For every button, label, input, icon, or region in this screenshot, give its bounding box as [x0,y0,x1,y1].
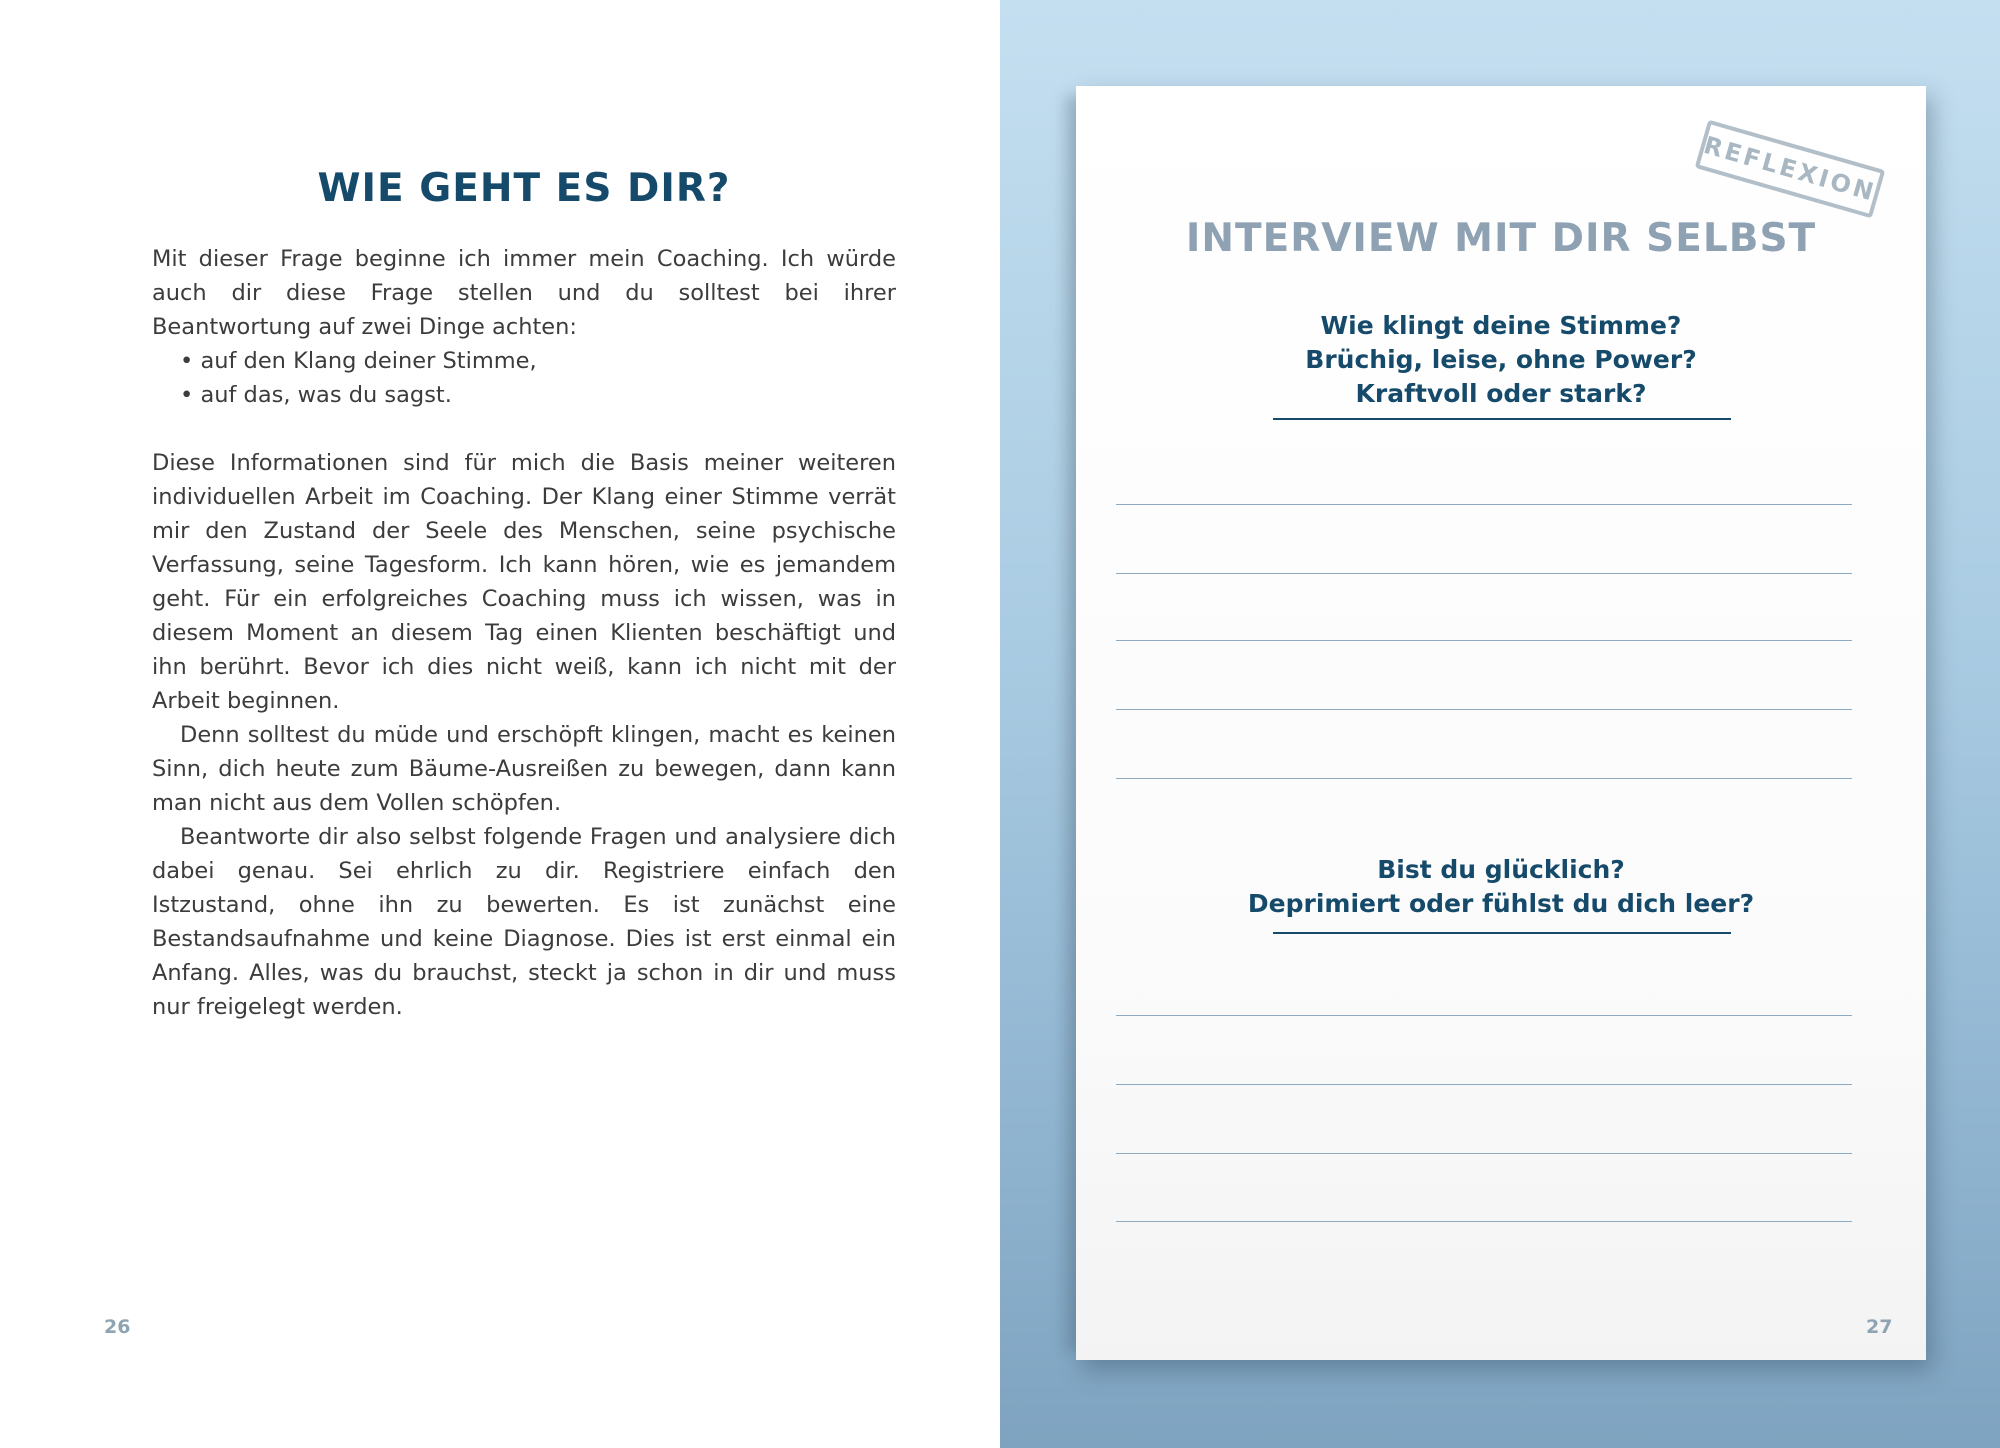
intro-paragraph: Mit dieser Frage beginne ich immer mein Coaching. Ich würde auch dir diese Frage stellen und du solltest bei ihrer Beantwortung auf zwei Dinge achten: [152,246,896,340]
answer-line[interactable] [1116,778,1852,779]
question-line: Deprimiert oder fühlst du dich leer? [1247,889,1755,918]
worksheet-title: INTERVIEW MIT DIR SELBST [1185,216,1817,261]
paragraph: Beantworte dir also selbst folgende Fragen und analysiere dich dabei genau. Sei ehrlich zu dir. Registriere einfach den Istzustand, ohne ihn zu bewerten. Es ist zunächst eine Bestandsaufnahme und keine Diagnose. Dies ist erst einmal ein Anfang. Alles, was du brauchst, steckt ja schon in dir und muss nur freigelegt werden. [152,824,896,1020]
question-underline [1273,418,1731,420]
answer-line[interactable] [1116,573,1852,574]
page-title: WIE GEHT ES DIR? [317,166,731,211]
answer-line[interactable] [1116,640,1852,641]
bullet-list [152,344,896,412]
question-block-1 [1076,309,1926,411]
list-item: • auf den Klang deiner Stimme, [180,344,896,378]
answer-line[interactable] [1116,709,1852,710]
worksheet-card [1076,86,1926,1360]
question-line: Bist du glücklich? [1377,855,1625,884]
question-line: Wie klingt deine Stimme? [1320,311,1682,340]
list-item: • auf das, was du sagst. [180,378,896,412]
reflexion-stamp: REFLEXION [1695,120,1886,219]
answer-line[interactable] [1116,1153,1852,1154]
answer-line[interactable] [1116,1015,1852,1016]
page-number-right: 27 [1866,1316,1893,1338]
question-block-2 [1076,853,1926,921]
paragraph-spacer [152,412,896,446]
answer-line[interactable] [1116,1084,1852,1085]
paragraph: Denn solltest du müde und erschöpft klingen, macht es keinen Sinn, dich heute zum Bäume-Ausreißen zu bewegen, dann kann man nicht aus dem Vollen schöpfen. [152,722,896,816]
question-line: Brüchig, leise, ohne Power? [1305,345,1697,374]
page-number-left: 26 [104,1316,131,1338]
question-underline [1273,932,1731,934]
body-text [152,242,896,1024]
answer-line[interactable] [1116,504,1852,505]
answer-line[interactable] [1116,1221,1852,1222]
question-line: Kraftvoll oder stark? [1355,379,1647,408]
paragraph: Diese Informationen sind für mich die Basis meiner weiteren individuellen Arbeit im Coaching. Der Klang einer Stimme verrät mir den Zustand der Seele des Menschen, seine psychische Verfassung, seine Tagesform. Ich kann hören, wie es jemandem geht. Für ein erfolgreiches Coaching muss ich wissen, was in diesem Moment an diesem Tag einen Klienten beschäftigt und ihn berührt. Bevor ich dies nicht weiß, kann ich nicht mit der Arbeit beginnen. [152,450,896,714]
